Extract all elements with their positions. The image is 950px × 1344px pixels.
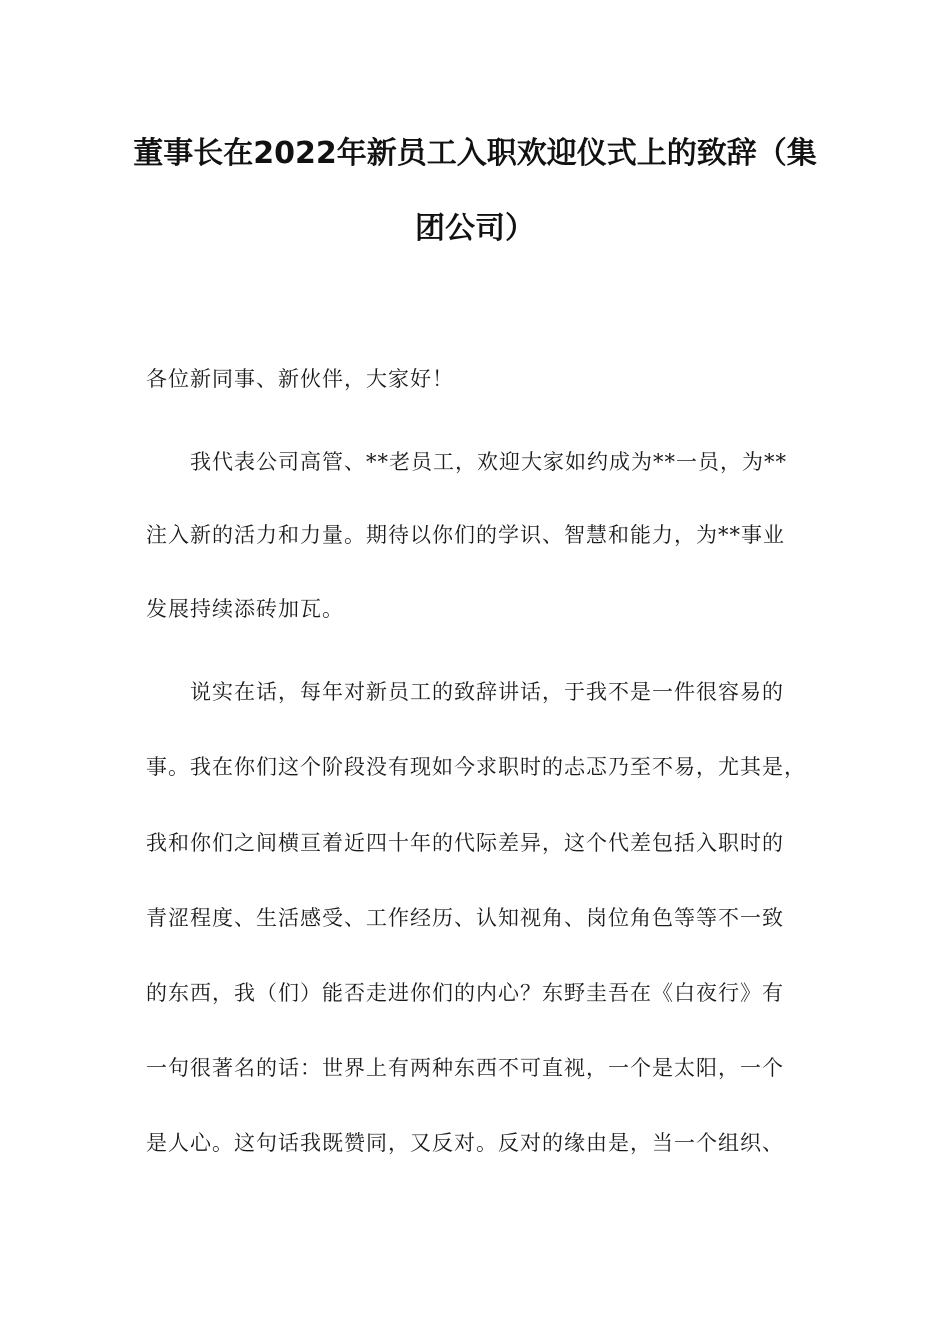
paragraph-2-line-4: 青涩程度、生活感受、工作经历、认知视角、岗位角色等等不一致	[146, 906, 784, 930]
greeting: 各位新同事、新伙伴，大家好！	[146, 367, 454, 391]
paragraph-2-line-7: 是人心。这句话我既赞同，又反对。反对的缘由是，当一个组织、	[146, 1131, 784, 1155]
paragraph-2-line-6: 一句很著名的话：世界上有两种东西不可直视，一个是太阳，一个	[146, 1056, 784, 1080]
paragraph-1-line-2: 注入新的活力和力量。期待以你们的学识、智慧和能力，为**事业	[146, 523, 785, 547]
paragraph-1-line-3: 发展持续添砖加瓦。	[146, 597, 344, 621]
paragraph-2-line-2: 事。我在你们这个阶段没有现如今求职时的忐忑乃至不易，尤其是，	[146, 755, 806, 779]
paragraph-2-line-1: 说实在话，每年对新员工的致辞讲话，于我不是一件很容易的	[190, 680, 784, 704]
document-title-line-1: 董事长在2022年新员工入职欢迎仪式上的致辞（集	[133, 136, 817, 171]
paragraph-2-line-5: 的东西，我（们）能否走进你们的内心？东野圭吾在《白夜行》有	[146, 981, 784, 1005]
document-title-line-2: 团公司）	[415, 211, 535, 246]
paragraph-2-line-3: 我和你们之间横亘着近四十年的代际差异，这个代差包括入职时的	[146, 831, 784, 855]
paragraph-1-line-1: 我代表公司高管、**老员工，欢迎大家如约成为**一员，为**	[190, 450, 787, 474]
